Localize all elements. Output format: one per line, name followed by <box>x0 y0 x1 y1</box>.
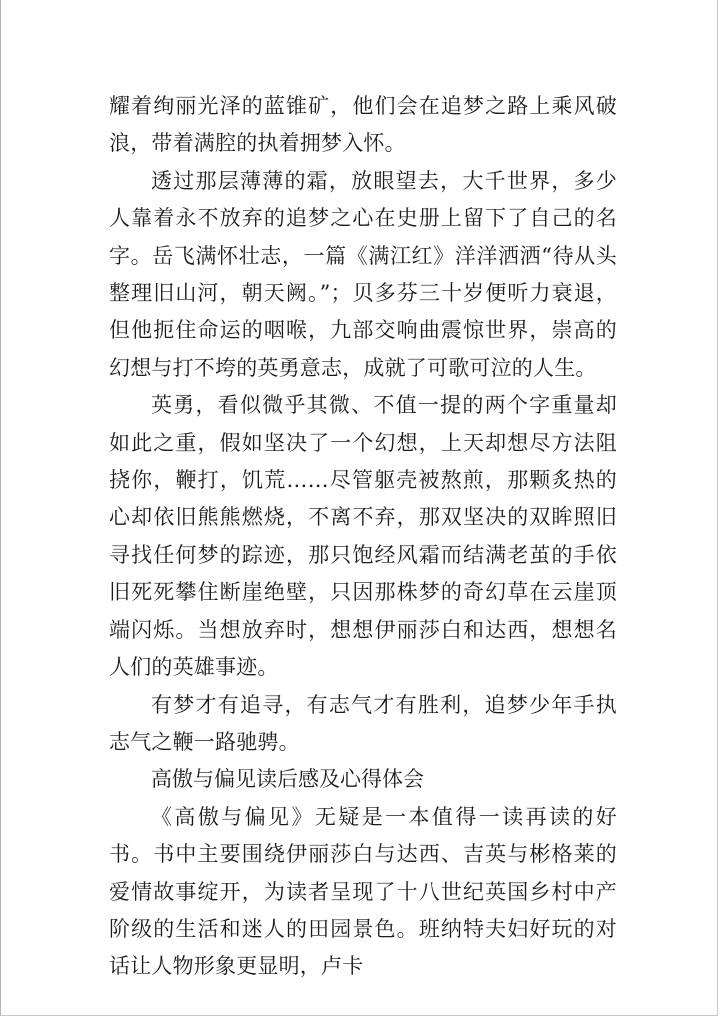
paragraph-courage: 英勇，看似微乎其微、不值一提的两个字重量却如此之重，假如坚决了一个幻想，上天却想尽方法阻挠你，鞭打，饥荒……尽管躯壳被熬煎，那颗炙热的心却依旧熊熊燃烧，不离不弃，那双坚决的双眸照旧寻找任何梦的踪迹，那只饱经风霜而结满老茧的手依旧死死攀住断崖绝壁，只因那株梦的奇幻草在云崖顶端闪烁。当想放弃时，想想伊丽莎白和达西，想想名人们的英雄事迹。 <box>109 393 617 680</box>
document-body <box>109 88 617 986</box>
paragraph-dream-history: 透过那层薄薄的霜，放眼望去，大千世界，多少人靠着永不放弃的追梦之心在史册上留下了自己的名字。岳飞满怀壮志，一篇《满江红》洋洋洒洒“待从头整理旧山河，朝天阙。”；贝多芬三十岁便听力衰退，但他扼住命运的咽喉，九部交响曲震惊世界，崇高的幻想与打不垮的英勇意志，成就了可歌可泣的人生。 <box>109 168 617 380</box>
paragraph-pursuit: 有梦才有追寻，有志气才有胜利，追梦少年手执志气之鞭一路驰骋。 <box>109 692 617 754</box>
paragraph-continuation: 耀着绚丽光泽的蓝锥矿，他们会在追梦之路上乘风破浪，带着满腔的执着拥梦入怀。 <box>109 94 617 156</box>
section-title: 高傲与偏见读后感及心得体会 <box>151 767 424 792</box>
paragraph-book-review: 《高傲与偏见》无疑是一本值得一读再读的好书。书中主要围绕伊丽莎白与达西、吉英与彬格莱的爱情故事绽开，为读者呈现了十八世纪英国乡村中产阶级的生活和迷人的田园景色。班纳特夫妇好玩的对话让人物形象更显明，卢卡 <box>109 804 617 979</box>
